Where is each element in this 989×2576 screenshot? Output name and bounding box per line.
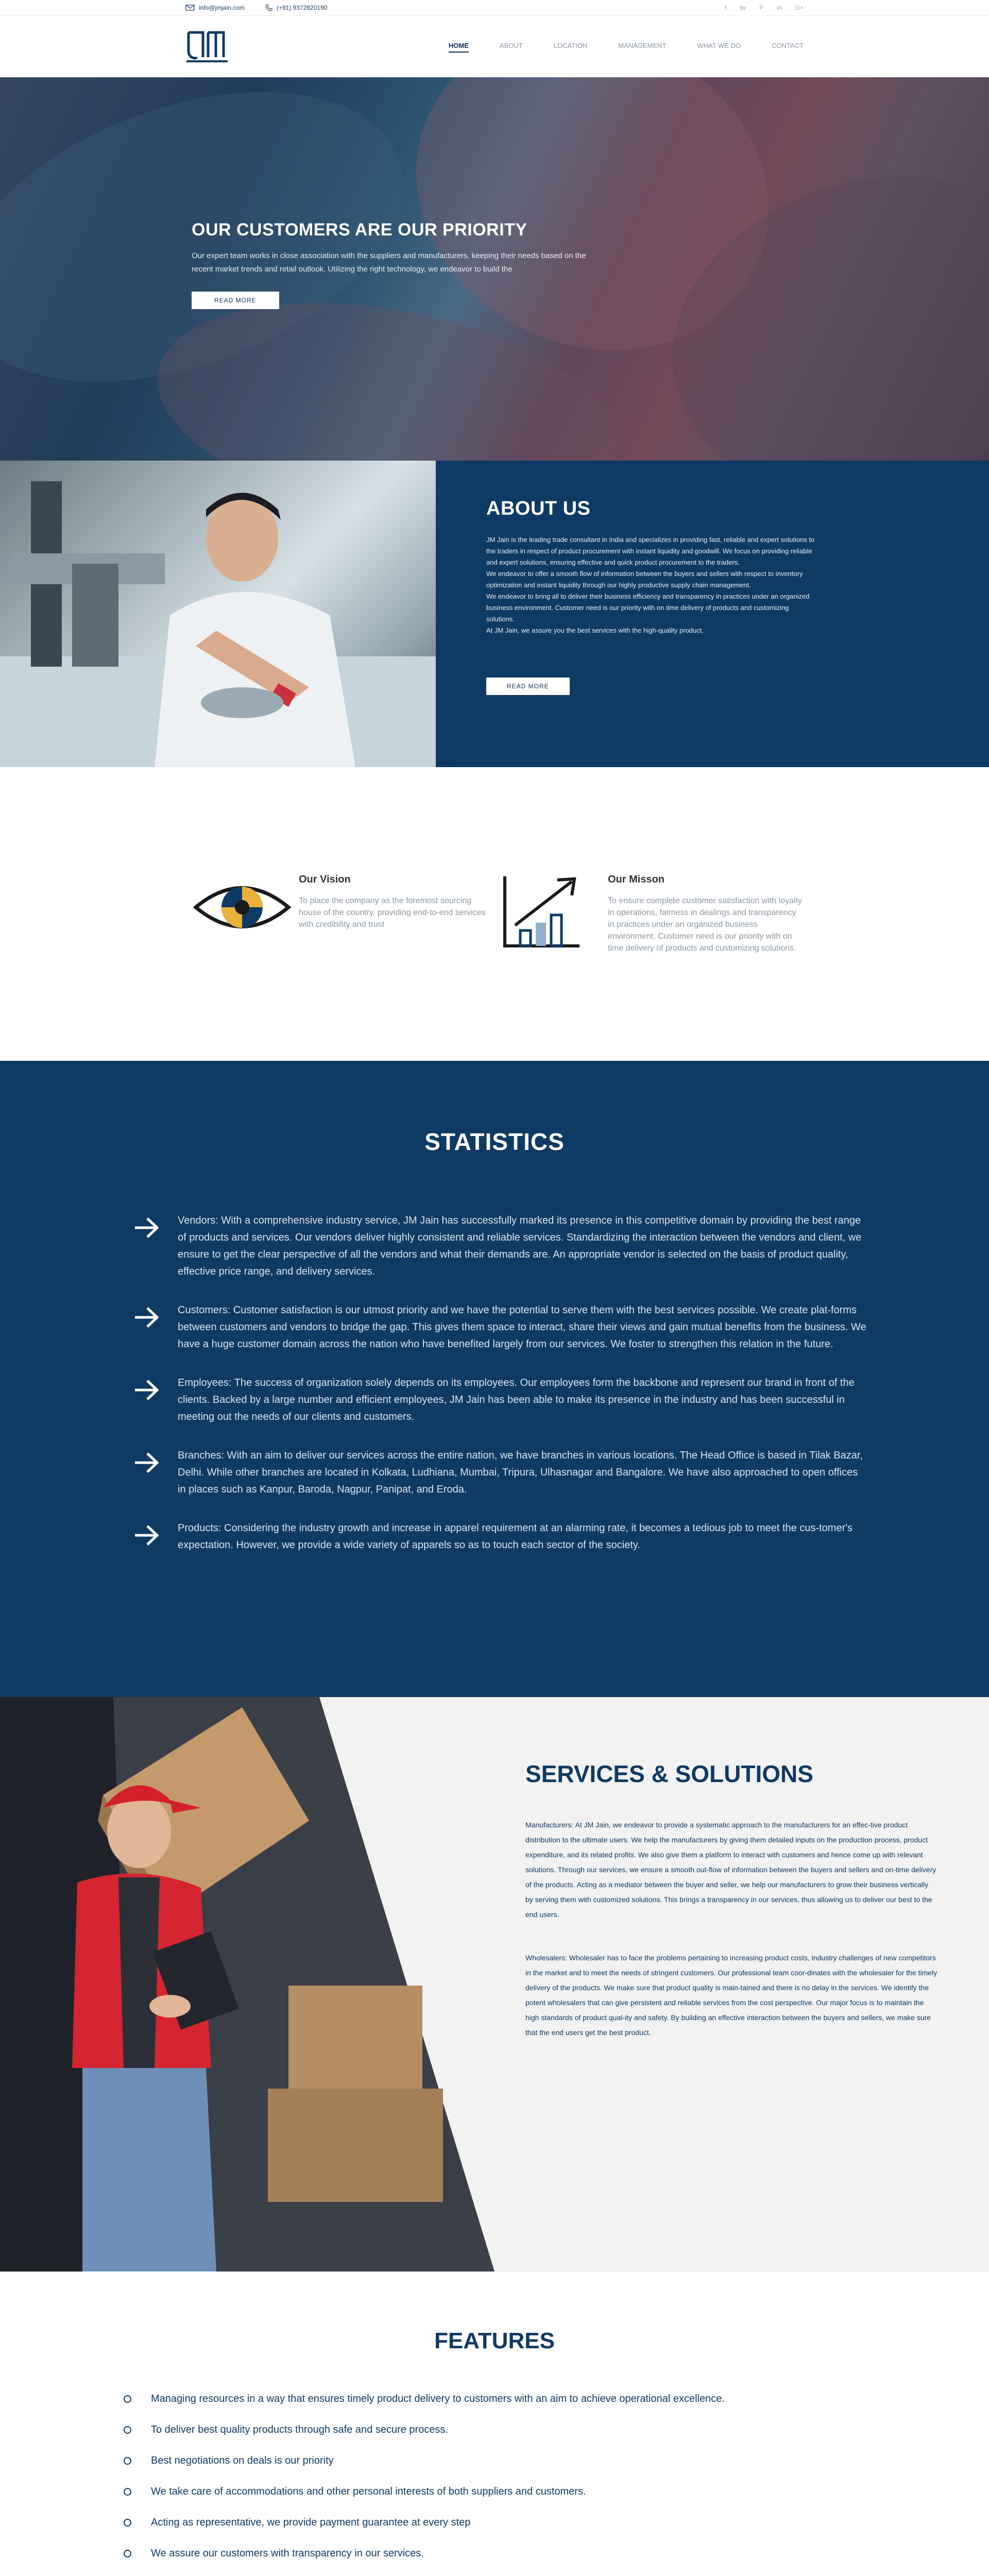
hero-text: Our expert team works in close association with the suppliers and manufacturers, keeping their needs based on the recent market trends and retail outlook. Utilizing the right technology, we endeavor to build the: [192, 251, 586, 274]
google-plus-icon[interactable]: G+: [795, 4, 804, 11]
facebook-icon[interactable]: f: [724, 4, 727, 11]
top-bar: [0, 0, 989, 15]
feature-text: Best negotiations on deals is our priority: [151, 2454, 334, 2466]
mission-text: To ensure complete customer satisfaction with loyalty in operations, fairness in dealings and transparency in practices under an organized business environment. Customer need is our priority with on time delivery of products and customizing solutions.: [608, 896, 803, 953]
stat-item: [108, 1302, 881, 1353]
nav-location[interactable]: LOCATION: [553, 41, 588, 49]
circle-bullet-icon: [124, 2519, 131, 2527]
nav-contact[interactable]: CONTACT: [772, 41, 804, 49]
about-read-more-button[interactable]: READ MORE: [486, 677, 570, 695]
feature-text: We assure our customers with transparency in our services.: [151, 2547, 424, 2559]
stat-text: Products: Considering the industry growth and increase in apparel requirement at an alarming rate, it becomes a tedious job to meet the cus-tomer's expectation. However, we provide a wide variety of apparels so as to touch each sector of the society.: [178, 1522, 853, 1551]
topbar-social: [725, 4, 804, 11]
circle-bullet-icon: [124, 2488, 131, 2496]
feature-text: Managing resources in a way that ensures timely product delivery to customers with an aim to achieve operational excellence.: [151, 2393, 725, 2404]
circle-bullet-icon: [124, 2426, 131, 2434]
topbar-phone-text: (+91) 9372820190: [276, 4, 328, 11]
feature-text: To deliver best quality products through safe and secure process.: [151, 2424, 448, 2435]
twitter-icon[interactable]: tw: [740, 4, 746, 11]
mail-icon: [185, 5, 195, 11]
linkedin-icon[interactable]: in: [777, 4, 782, 11]
nav-what-we-do[interactable]: WHAT WE DO: [697, 41, 741, 49]
about-paragraph: We endeavor to offer a smooth flow of information between the buyers and sellers with respect to inventory optimization and instant liquidity through our highly productive supply chain management.: [486, 570, 803, 589]
topbar-email[interactable]: [185, 4, 245, 11]
services-title: SERVICES & SOLUTIONS: [525, 1760, 813, 1787]
nav-management[interactable]: MANAGEMENT: [618, 41, 667, 49]
topbar-phone[interactable]: [265, 4, 327, 11]
delivery-man-photo: [0, 1697, 494, 2272]
feature-text: Acting as representative, we provide payment guarantee at every step: [151, 2516, 471, 2528]
site-header: [0, 15, 989, 77]
circle-bullet-icon: [124, 2457, 131, 2465]
mission-block: [494, 874, 804, 954]
feature-item: [124, 2547, 907, 2560]
jm-jain-logo[interactable]: [185, 30, 229, 63]
hero-banner: [0, 77, 989, 461]
feature-item: [124, 2485, 907, 2498]
statistics-title: STATISTICS: [424, 1128, 565, 1155]
stat-item: [108, 1447, 881, 1498]
stat-text: Customers: Customer satisfaction is our utmost priority and we have the potential to serve them with the best services possible. We create plat-forms between customers and vendors to bridge the gap. This gives them space to interact, share their views and gain mutual benefits from the business. We have a huge customer domain across the nation who have benefited largely from our services. We foster to strengthen this relation in the future.: [178, 1304, 866, 1350]
main-nav: [449, 42, 804, 53]
about-paragraph: We endeavor to bring all to deliver their business efficiency and transparency in practices under an organized business environment. Customer need is our priority with on time delivery of products and customizing solutions.: [486, 592, 810, 623]
about-section: [0, 461, 989, 767]
vision-text: To place the company as the foremost sourcing house of the country, providing end-to-end services with credibility and trust: [299, 896, 486, 929]
feature-item: [124, 2516, 907, 2529]
eye-icon: [191, 874, 294, 941]
vision-title: Our Vision: [299, 874, 351, 885]
hero-read-more-button[interactable]: READ MORE: [192, 292, 279, 309]
hero-title: OUR CUSTOMERS ARE OUR PRIORITY: [192, 220, 527, 240]
growth-chart-icon: [500, 874, 582, 951]
circle-bullet-icon: [124, 2550, 131, 2557]
mission-title: Our Misson: [608, 874, 665, 885]
phone-icon: [265, 4, 272, 11]
statistics-section: [0, 1061, 989, 1697]
feature-text: We take care of accommodations and other personal interests of both suppliers and customers.: [151, 2485, 586, 2497]
arrow-right-icon: [134, 1525, 159, 1546]
vision-mission-section: [0, 767, 989, 1061]
feature-item: [124, 2424, 907, 2436]
about-paragraph: JM Jain is the leading trade consultant in India and specializes in providing fast, reliable and expert solutions to the traders in respect of product procurement with instant liquidity and goodwill. We focus on providing reliable and expert solutions, ensuring effective and quick product procurement to the traders.: [486, 536, 815, 566]
services-section: [0, 1697, 989, 2272]
arrow-right-icon: [134, 1380, 159, 1400]
stat-text: Branches: With an aim to deliver our services across the entire nation, we have branches in various locations. The Head Office is based in Tilak Bazar, Delhi. While other branches are located in Kolkata, Ludhiana, Mumbai, Tripura, Ulhasnagar and Bangalore. We have also approached to open offices in places such as Kanpur, Baroda, Nagpur, Panipat, and Eroda.: [178, 1450, 863, 1495]
services-paragraph: Manufacturers: At JM Jain, we endeavor to provide a systematic approach to the manufacturers for an effec-tive product distribution to the ultimate users. We help the manufacturers by giving them detailed inputs on the production process, product expenditure, and its related profits. We also give them a platform to interact with customers and hence come up with relevant solutions. Through our services, we ensure a smooth out-flow of information between the buyers and sellers and on-time delivery of the products. Acting as a mediator between the buyer and seller, we help our manufacturers to grow their business vertically by serving them with customized solutions. This brings a transparency in our services, thus allowing us to deliver our best to the end users.: [525, 1821, 936, 1919]
vision-block: [185, 874, 494, 954]
services-paragraph: Wholesalers: Wholesaler has to face the problems pertaining to increasing product costs, industry challenges of new competitors in the market and to meet the needs of stringent customers. Our professional team coor-dinates with the wholesaler for the timely delivery of the products. We make sure that product quality is main-tained and there is no delay in the services. We identify the potent wholesalers that can give persistent and reliable services from the cost perspective. Our major focus is to maintain the high standards of product qual-ity and safety. By building an effective interaction between the buyers and sellers, we make sure that the end users get the best product.: [525, 1954, 937, 2037]
feature-item: [124, 2393, 907, 2405]
arrow-right-icon: [134, 1217, 159, 1238]
stat-item: [108, 1520, 881, 1554]
features-list: [82, 2393, 907, 2576]
features-title: FEATURES: [434, 2328, 555, 2353]
topbar-email-text: info@jmjain.com: [199, 4, 245, 11]
stat-item: [108, 1212, 881, 1280]
nav-home[interactable]: HOME: [449, 42, 469, 53]
feature-item: [124, 2454, 907, 2467]
circle-bullet-icon: [124, 2395, 131, 2403]
stat-text: Vendors: With a comprehensive industry service, JM Jain has successfully marked its presence in this competitive domain by providing the best range of products and services. Our vendors deliver highly consistent and reliable services. Standardizing the interaction between the vendors and client, we ensure to get the clear perspective of all the vendors and what their demands are. An appropriate vendor is selected on the basis of product quality, effective price range, and delivery services.: [178, 1215, 862, 1277]
arrow-right-icon: [134, 1307, 159, 1328]
features-section: [0, 2272, 989, 2576]
stat-text: Employees: The success of organization solely depends on its employees. Our employees form the backbone and represent our brand in front of the clients. Backed by a large number and efficient employees, JM Jain has been able to make its presence in the industry and has been successful in meeting out the needs of our clients and customers.: [178, 1377, 855, 1422]
sewing-worker-illustration: [0, 461, 436, 767]
pinterest-icon[interactable]: P: [759, 4, 764, 11]
stat-item: [108, 1375, 881, 1426]
nav-about[interactable]: ABOUT: [499, 41, 523, 49]
arrow-right-icon: [134, 1452, 159, 1473]
about-title: ABOUT US: [486, 498, 591, 519]
about-paragraph: At JM Jain, we assure you the best services with the high-quality product.: [486, 626, 704, 634]
about-worker-photo: [0, 461, 436, 767]
